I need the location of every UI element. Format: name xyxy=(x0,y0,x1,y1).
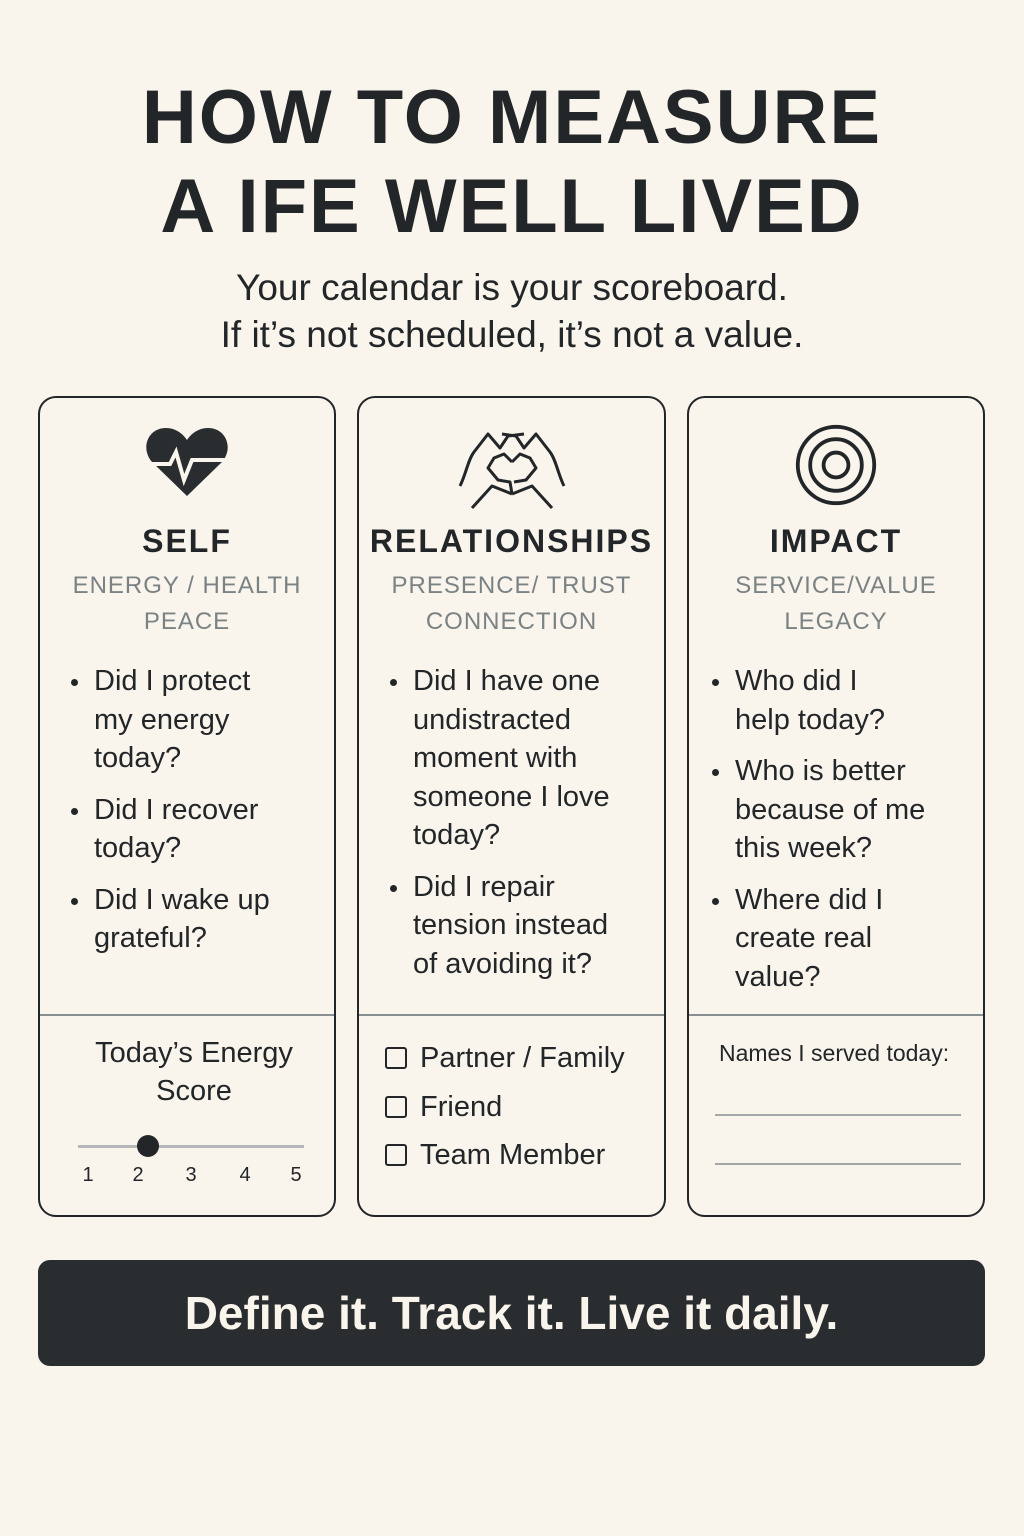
checkbox-icon[interactable] xyxy=(385,1144,407,1166)
names-served-label: Names I served today: xyxy=(719,1040,950,1066)
target-icon xyxy=(793,422,879,508)
question: Did I repair tension instead of avoiding it? xyxy=(387,868,654,984)
heart-pulse-icon xyxy=(142,424,232,504)
question: Who did I help today? xyxy=(709,662,973,739)
tick-label: 5 xyxy=(290,1164,302,1186)
slider-scale xyxy=(78,1164,304,1188)
divider xyxy=(689,1014,983,1016)
question: Who is better because of me this week? xyxy=(709,752,973,868)
name-input-line-1[interactable] xyxy=(715,1114,961,1116)
title-line-1: HOW TO MEASURE xyxy=(141,75,883,160)
checkbox-icon[interactable] xyxy=(385,1096,407,1118)
question-list xyxy=(709,662,973,1009)
checkbox-label: Team Member xyxy=(420,1139,606,1171)
card-title: RELATIONSHIPS xyxy=(369,523,654,559)
divider xyxy=(359,1014,664,1016)
subtitle-line-1: Your calendar is your scoreboard. xyxy=(236,267,788,308)
card-tags xyxy=(359,568,664,640)
heart-hands-icon xyxy=(452,424,572,514)
question: Did I wake up grateful? xyxy=(68,881,324,958)
card-impact xyxy=(687,396,985,1217)
tags-line-1: SERVICE/VALUE xyxy=(735,572,937,599)
energy-score-label: Today’s Energy Score xyxy=(95,1037,293,1107)
tags-line-1: PRESENCE/ TRUST xyxy=(391,572,632,599)
energy-slider-handle[interactable] xyxy=(137,1135,159,1157)
question-list xyxy=(387,662,654,996)
checkbox-partner-family[interactable] xyxy=(385,1034,625,1083)
energy-slider-track[interactable] xyxy=(78,1145,304,1148)
question: Did I recover today? xyxy=(68,791,324,868)
name-input-line-2[interactable] xyxy=(715,1163,961,1165)
title-line-2: A IFE WELL LIVED xyxy=(160,164,864,249)
checkbox-team-member[interactable] xyxy=(385,1131,625,1180)
card-title: IMPACT xyxy=(769,523,903,559)
subtitle-line-2: If it’s not scheduled, it’s not a value. xyxy=(220,314,804,355)
checkbox-label: Friend xyxy=(420,1090,503,1123)
card-relationships xyxy=(357,396,666,1217)
card-title: SELF xyxy=(142,523,232,559)
tick-label: 3 xyxy=(185,1164,197,1186)
tags-line-1: ENERGY / HEALTH xyxy=(72,572,302,599)
tags-line-2: CONNECTION xyxy=(425,608,598,635)
footer-banner: Define it. Track it. Live it daily. xyxy=(38,1260,985,1366)
tick-label: 2 xyxy=(132,1164,144,1186)
question: Did I protect my energy today? xyxy=(68,662,324,778)
checkbox-friend[interactable] xyxy=(385,1083,625,1132)
divider xyxy=(40,1014,334,1016)
subtitle xyxy=(0,264,1024,358)
checkbox-icon[interactable] xyxy=(385,1047,407,1069)
question-list xyxy=(68,662,324,971)
tick-label: 4 xyxy=(239,1164,251,1186)
checkbox-label: Partner / Family xyxy=(420,1042,625,1074)
question: Did I have one undistracted moment with someone I love today? xyxy=(387,662,654,855)
question: Where did I create real value? xyxy=(709,881,973,997)
checkbox-list xyxy=(385,1034,625,1180)
tick-label: 1 xyxy=(82,1164,94,1186)
card-self xyxy=(38,396,336,1217)
tags-line-2: LEGACY xyxy=(784,608,888,635)
card-tags xyxy=(40,568,334,640)
tags-line-2: PEACE xyxy=(143,608,231,635)
card-tags xyxy=(689,568,983,640)
